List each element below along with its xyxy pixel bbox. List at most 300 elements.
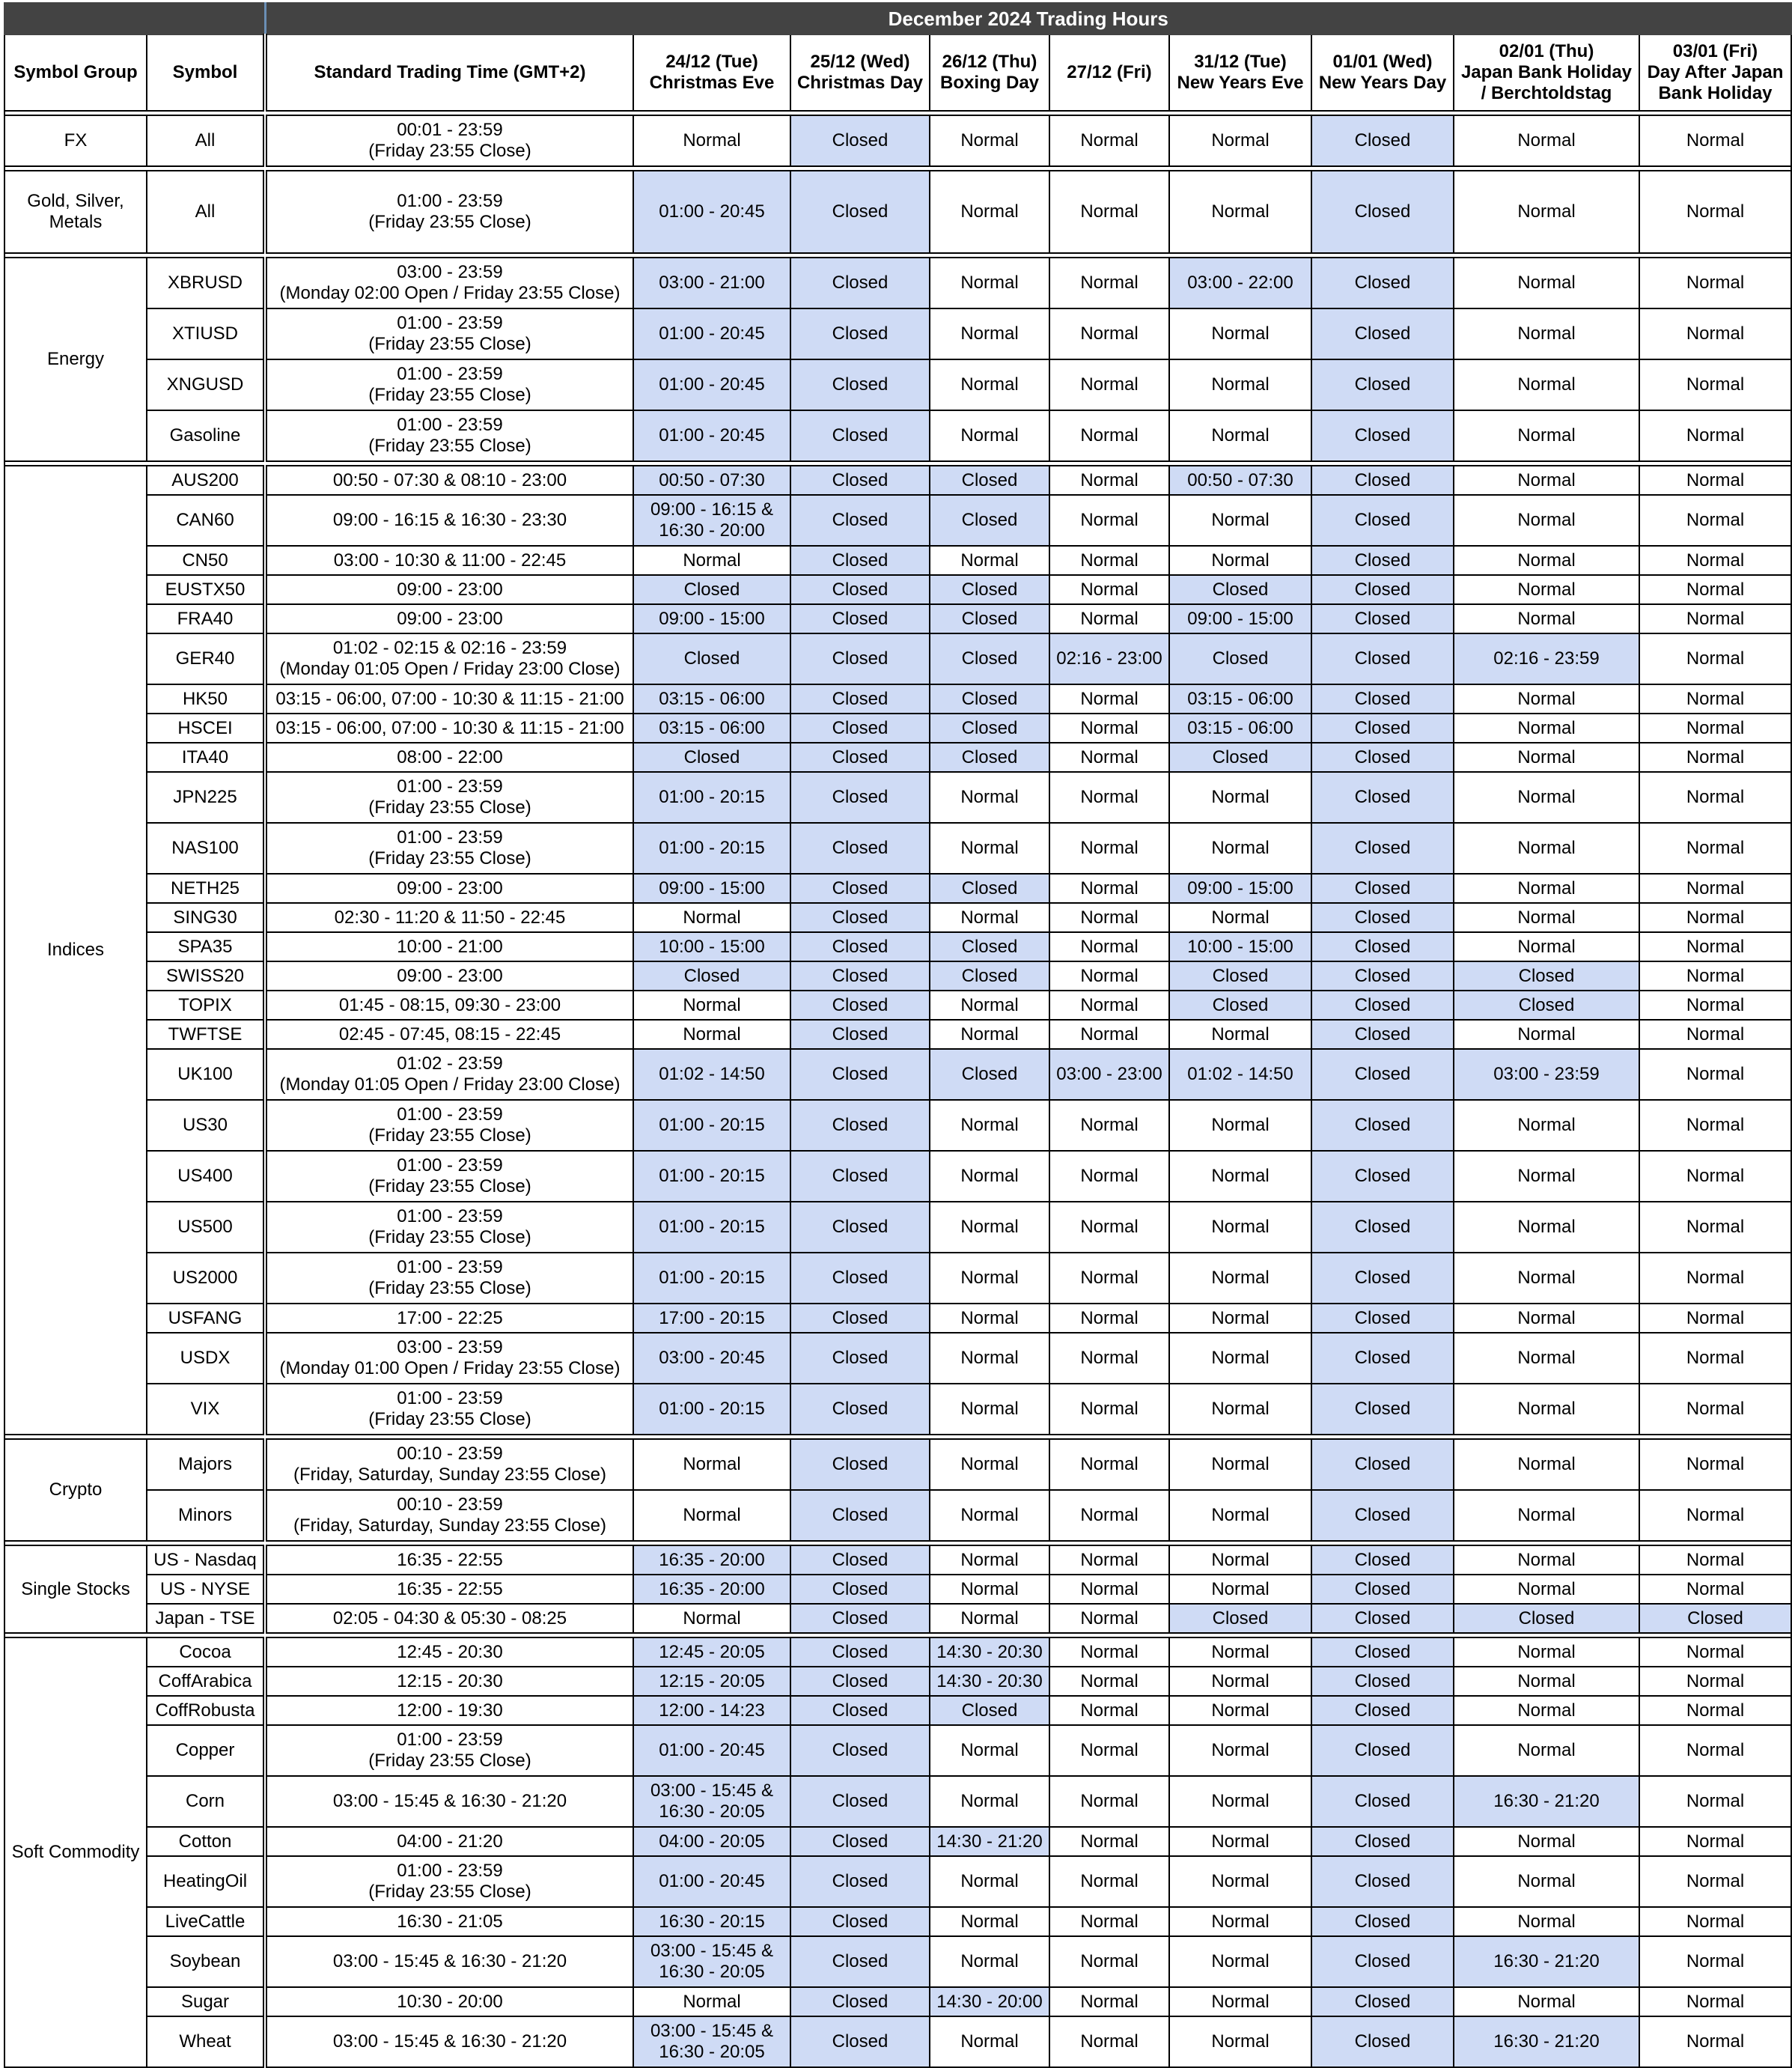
symbol-cell[interactable]: UK100 <box>147 1049 265 1100</box>
day-status-cell[interactable]: 01:00 - 20:15 <box>633 1151 790 1202</box>
day-status-cell[interactable]: Closed <box>790 1987 930 2016</box>
day-status-cell[interactable]: Normal <box>1169 1020 1311 1049</box>
day-status-cell[interactable]: Normal <box>1639 171 1791 253</box>
day-status-cell[interactable]: Normal <box>1049 466 1169 495</box>
day-status-cell[interactable]: Normal <box>930 1333 1049 1384</box>
day-status-cell[interactable]: Normal <box>1049 1637 1169 1667</box>
day-status-cell[interactable]: Normal <box>633 546 790 575</box>
day-status-cell[interactable]: 01:00 - 20:15 <box>633 772 790 823</box>
standard-time-cell[interactable]: 00:50 - 07:30 & 08:10 - 23:00 <box>265 466 633 495</box>
day-status-cell[interactable]: Closed <box>1311 932 1454 961</box>
symbol-group-cell[interactable]: Single Stocks <box>4 1545 147 1633</box>
day-status-cell[interactable]: 01:00 - 20:15 <box>633 823 790 874</box>
day-status-cell[interactable]: Normal <box>1049 1776 1169 1827</box>
day-status-cell[interactable]: Closed <box>790 1907 930 1936</box>
header-day-4[interactable]: 27/12 (Fri) <box>1049 34 1169 111</box>
standard-time-cell[interactable]: 00:01 - 23:59 (Friday 23:55 Close) <box>265 115 633 166</box>
day-status-cell[interactable]: Closed <box>790 171 930 253</box>
day-status-cell[interactable]: Normal <box>930 1100 1049 1151</box>
standard-time-cell[interactable]: 01:00 - 23:59 (Friday 23:55 Close) <box>265 823 633 874</box>
day-status-cell[interactable]: Normal <box>1049 1020 1169 1049</box>
day-status-cell[interactable]: Normal <box>1169 1100 1311 1151</box>
day-status-cell[interactable]: Closed <box>1311 1049 1454 1100</box>
day-status-cell[interactable]: Closed <box>1311 171 1454 253</box>
day-status-cell[interactable]: Normal <box>1454 410 1639 461</box>
day-status-cell[interactable]: Normal <box>1454 115 1639 166</box>
day-status-cell[interactable]: Closed <box>790 1049 930 1100</box>
day-status-cell[interactable]: Closed <box>790 495 930 546</box>
day-status-cell[interactable]: Normal <box>633 991 790 1020</box>
day-status-cell[interactable]: Normal <box>930 1604 1049 1633</box>
day-status-cell[interactable]: 03:00 - 15:45 & 16:30 - 20:05 <box>633 1936 790 1987</box>
day-status-cell[interactable]: 01:02 - 14:50 <box>633 1049 790 1100</box>
day-status-cell[interactable]: Closed <box>1311 1020 1454 1049</box>
symbol-cell[interactable]: Gasoline <box>147 410 265 461</box>
day-status-cell[interactable]: Normal <box>1049 1987 1169 2016</box>
standard-time-cell[interactable]: 03:00 - 15:45 & 16:30 - 21:20 <box>265 1776 633 1827</box>
day-status-cell[interactable]: Normal <box>1169 1936 1311 1987</box>
day-status-cell[interactable]: Normal <box>1454 1545 1639 1575</box>
day-status-cell[interactable]: Normal <box>930 1202 1049 1253</box>
symbol-cell[interactable]: US30 <box>147 1100 265 1151</box>
day-status-cell[interactable]: Normal <box>1454 1696 1639 1725</box>
day-status-cell[interactable]: Normal <box>1639 410 1791 461</box>
day-status-cell[interactable]: Closed <box>790 874 930 903</box>
day-status-cell[interactable]: 16:30 - 20:15 <box>633 1907 790 1936</box>
day-status-cell[interactable]: Closed <box>790 991 930 1020</box>
day-status-cell[interactable]: Closed <box>790 546 930 575</box>
symbol-cell[interactable]: TWFTSE <box>147 1020 265 1049</box>
symbol-group-cell[interactable]: Energy <box>4 258 147 461</box>
symbol-cell[interactable]: VIX <box>147 1384 265 1435</box>
day-status-cell[interactable]: Closed <box>790 115 930 166</box>
day-status-cell[interactable]: 09:00 - 15:00 <box>633 874 790 903</box>
day-status-cell[interactable]: Closed <box>790 1637 930 1667</box>
day-status-cell[interactable]: Normal <box>1169 1253 1311 1304</box>
symbol-cell[interactable]: US500 <box>147 1202 265 1253</box>
day-status-cell[interactable]: 16:35 - 20:00 <box>633 1545 790 1575</box>
day-status-cell[interactable]: 16:30 - 21:20 <box>1454 1776 1639 1827</box>
day-status-cell[interactable]: Normal <box>1639 1936 1791 1987</box>
day-status-cell[interactable]: Normal <box>1639 961 1791 991</box>
day-status-cell[interactable]: Closed <box>1311 1856 1454 1907</box>
day-status-cell[interactable]: Closed <box>790 410 930 461</box>
day-status-cell[interactable]: 00:50 - 07:30 <box>1169 466 1311 495</box>
day-status-cell[interactable]: Closed <box>1311 1725 1454 1776</box>
day-status-cell[interactable]: Normal <box>1049 903 1169 932</box>
header-symbol-group[interactable]: Symbol Group <box>4 34 147 111</box>
symbol-cell[interactable]: HSCEI <box>147 714 265 743</box>
day-status-cell[interactable]: Normal <box>1169 1776 1311 1827</box>
day-status-cell[interactable]: 03:00 - 23:59 <box>1454 1049 1639 1100</box>
day-status-cell[interactable]: Closed <box>790 1020 930 1049</box>
day-status-cell[interactable]: Closed <box>1311 410 1454 461</box>
day-status-cell[interactable]: Normal <box>1454 1667 1639 1696</box>
day-status-cell[interactable]: Normal <box>1454 743 1639 772</box>
header-day-3[interactable]: 26/12 (Thu) Boxing Day <box>930 34 1049 111</box>
day-status-cell[interactable]: Normal <box>1639 874 1791 903</box>
day-status-cell[interactable]: Closed <box>790 1725 930 1776</box>
day-status-cell[interactable]: 03:00 - 20:45 <box>633 1333 790 1384</box>
day-status-cell[interactable]: Normal <box>1639 546 1791 575</box>
day-status-cell[interactable]: 14:30 - 20:00 <box>930 1987 1049 2016</box>
day-status-cell[interactable]: Normal <box>1454 903 1639 932</box>
day-status-cell[interactable]: Closed <box>790 1490 930 1541</box>
day-status-cell[interactable]: Normal <box>1169 1333 1311 1384</box>
day-status-cell[interactable]: Closed <box>633 961 790 991</box>
day-status-cell[interactable]: 02:16 - 23:59 <box>1454 633 1639 684</box>
day-status-cell[interactable]: Closed <box>790 743 930 772</box>
symbol-cell[interactable]: NETH25 <box>147 874 265 903</box>
day-status-cell[interactable]: Normal <box>1169 823 1311 874</box>
day-status-cell[interactable]: Normal <box>1049 1667 1169 1696</box>
day-status-cell[interactable]: Normal <box>1454 1333 1639 1384</box>
day-status-cell[interactable]: Normal <box>1454 1100 1639 1151</box>
day-status-cell[interactable]: Normal <box>930 1545 1049 1575</box>
day-status-cell[interactable]: Normal <box>1639 575 1791 604</box>
symbol-cell[interactable]: Wheat <box>147 2016 265 2067</box>
day-status-cell[interactable]: Closed <box>1311 546 1454 575</box>
day-status-cell[interactable]: 01:00 - 20:45 <box>633 171 790 253</box>
standard-time-cell[interactable]: 03:15 - 06:00, 07:00 - 10:30 & 11:15 - 21:00 <box>265 714 633 743</box>
standard-time-cell[interactable]: 01:00 - 23:59 (Friday 23:55 Close) <box>265 359 633 410</box>
day-status-cell[interactable]: Closed <box>1169 961 1311 991</box>
day-status-cell[interactable]: Closed <box>1311 2016 1454 2067</box>
day-status-cell[interactable]: Closed <box>930 932 1049 961</box>
day-status-cell[interactable]: 03:15 - 06:00 <box>1169 684 1311 714</box>
day-status-cell[interactable]: Normal <box>633 1020 790 1049</box>
standard-time-cell[interactable]: 09:00 - 23:00 <box>265 874 633 903</box>
day-status-cell[interactable]: Closed <box>1311 1384 1454 1435</box>
day-status-cell[interactable]: Normal <box>930 1384 1049 1435</box>
standard-time-cell[interactable]: 01:45 - 08:15, 09:30 - 23:00 <box>265 991 633 1020</box>
day-status-cell[interactable]: Closed <box>790 1253 930 1304</box>
day-status-cell[interactable]: Normal <box>1169 1856 1311 1907</box>
day-status-cell[interactable]: Normal <box>1049 932 1169 961</box>
standard-time-cell[interactable]: 02:05 - 04:30 & 05:30 - 08:25 <box>265 1604 633 1633</box>
day-status-cell[interactable]: Closed <box>1311 258 1454 308</box>
day-status-cell[interactable]: Normal <box>1169 1384 1311 1435</box>
day-status-cell[interactable]: Normal <box>930 1725 1049 1776</box>
day-status-cell[interactable]: Normal <box>930 1020 1049 1049</box>
symbol-cell[interactable]: All <box>147 171 265 253</box>
day-status-cell[interactable]: Closed <box>930 495 1049 546</box>
day-status-cell[interactable]: Closed <box>790 961 930 991</box>
day-status-cell[interactable]: 09:00 - 15:00 <box>1169 604 1311 633</box>
day-status-cell[interactable]: Normal <box>1639 1304 1791 1333</box>
day-status-cell[interactable]: Closed <box>930 466 1049 495</box>
day-status-cell[interactable]: Closed <box>1311 1936 1454 1987</box>
day-status-cell[interactable]: Normal <box>1454 308 1639 359</box>
day-status-cell[interactable]: Closed <box>790 932 930 961</box>
day-status-cell[interactable]: Closed <box>930 1696 1049 1725</box>
day-status-cell[interactable]: Normal <box>1049 1100 1169 1151</box>
symbol-cell[interactable]: CAN60 <box>147 495 265 546</box>
day-status-cell[interactable]: Normal <box>1639 1725 1791 1776</box>
standard-time-cell[interactable]: 12:00 - 19:30 <box>265 1696 633 1725</box>
day-status-cell[interactable]: Normal <box>1049 1202 1169 1253</box>
header-day-2[interactable]: 25/12 (Wed) Christmas Day <box>790 34 930 111</box>
symbol-cell[interactable]: Cotton <box>147 1827 265 1856</box>
header-day-1[interactable]: 24/12 (Tue) Christmas Eve <box>633 34 790 111</box>
day-status-cell[interactable]: Normal <box>1169 772 1311 823</box>
symbol-cell[interactable]: US2000 <box>147 1253 265 1304</box>
day-status-cell[interactable]: Closed <box>790 1304 930 1333</box>
day-status-cell[interactable]: Closed <box>930 575 1049 604</box>
day-status-cell[interactable]: Normal <box>1049 171 1169 253</box>
standard-time-cell[interactable]: 01:00 - 23:59 (Friday 23:55 Close) <box>265 1253 633 1304</box>
day-status-cell[interactable]: Normal <box>930 1439 1049 1490</box>
day-status-cell[interactable]: Normal <box>1639 2016 1791 2067</box>
day-status-cell[interactable]: Normal <box>1049 1439 1169 1490</box>
day-status-cell[interactable]: Normal <box>1049 575 1169 604</box>
day-status-cell[interactable]: Closed <box>790 823 930 874</box>
day-status-cell[interactable]: Closed <box>1311 1907 1454 1936</box>
symbol-cell[interactable]: US - NYSE <box>147 1575 265 1604</box>
standard-time-cell[interactable]: 09:00 - 23:00 <box>265 604 633 633</box>
day-status-cell[interactable]: 09:00 - 15:00 <box>633 604 790 633</box>
day-status-cell[interactable]: Normal <box>930 308 1049 359</box>
day-status-cell[interactable]: Closed <box>1311 743 1454 772</box>
day-status-cell[interactable]: Normal <box>1169 495 1311 546</box>
day-status-cell[interactable]: Closed <box>790 359 930 410</box>
day-status-cell[interactable]: Normal <box>930 903 1049 932</box>
day-status-cell[interactable]: Normal <box>1049 115 1169 166</box>
symbol-group-cell[interactable]: Crypto <box>4 1439 147 1541</box>
day-status-cell[interactable]: Normal <box>930 546 1049 575</box>
standard-time-cell[interactable]: 01:02 - 02:15 & 02:16 - 23:59 (Monday 01:05 Open / Friday 23:00 Close) <box>265 633 633 684</box>
day-status-cell[interactable]: Closed <box>1311 308 1454 359</box>
day-status-cell[interactable]: Normal <box>1169 1987 1311 2016</box>
day-status-cell[interactable]: Normal <box>1454 874 1639 903</box>
day-status-cell[interactable]: Normal <box>1169 903 1311 932</box>
day-status-cell[interactable]: Normal <box>1454 1202 1639 1253</box>
day-status-cell[interactable]: Normal <box>1639 1253 1791 1304</box>
day-status-cell[interactable]: Normal <box>930 991 1049 1020</box>
day-status-cell[interactable]: Normal <box>1454 359 1639 410</box>
header-day-7[interactable]: 02/01 (Thu) Japan Bank Holiday / Berchtoldstag <box>1454 34 1639 111</box>
symbol-cell[interactable]: SING30 <box>147 903 265 932</box>
day-status-cell[interactable]: Normal <box>1639 991 1791 1020</box>
day-status-cell[interactable]: 03:00 - 22:00 <box>1169 258 1311 308</box>
day-status-cell[interactable]: 17:00 - 20:15 <box>633 1304 790 1333</box>
day-status-cell[interactable]: Normal <box>1639 1202 1791 1253</box>
day-status-cell[interactable]: Normal <box>1049 684 1169 714</box>
symbol-cell[interactable]: SPA35 <box>147 932 265 961</box>
day-status-cell[interactable]: Normal <box>1169 1637 1311 1667</box>
day-status-cell[interactable]: 01:00 - 20:15 <box>633 1202 790 1253</box>
day-status-cell[interactable]: Normal <box>1049 743 1169 772</box>
day-status-cell[interactable]: Closed <box>1311 874 1454 903</box>
day-status-cell[interactable]: Closed <box>1311 604 1454 633</box>
day-status-cell[interactable]: 03:00 - 15:45 & 16:30 - 20:05 <box>633 1776 790 1827</box>
day-status-cell[interactable]: Normal <box>930 1304 1049 1333</box>
day-status-cell[interactable]: 03:15 - 06:00 <box>633 714 790 743</box>
day-status-cell[interactable]: Normal <box>1049 1936 1169 1987</box>
day-status-cell[interactable]: Closed <box>1311 1100 1454 1151</box>
day-status-cell[interactable]: 10:00 - 15:00 <box>633 932 790 961</box>
day-status-cell[interactable]: Closed <box>633 743 790 772</box>
day-status-cell[interactable]: Normal <box>1454 1020 1639 1049</box>
day-status-cell[interactable]: Normal <box>1049 1575 1169 1604</box>
day-status-cell[interactable]: Normal <box>1169 1907 1311 1936</box>
day-status-cell[interactable]: Normal <box>1049 308 1169 359</box>
day-status-cell[interactable]: Closed <box>790 1827 930 1856</box>
symbol-cell[interactable]: HK50 <box>147 684 265 714</box>
day-status-cell[interactable]: 01:00 - 20:15 <box>633 1384 790 1435</box>
day-status-cell[interactable]: Closed <box>1311 823 1454 874</box>
day-status-cell[interactable]: Normal <box>930 772 1049 823</box>
day-status-cell[interactable]: Closed <box>1169 633 1311 684</box>
symbol-cell[interactable]: US400 <box>147 1151 265 1202</box>
standard-time-cell[interactable]: 02:45 - 07:45, 08:15 - 22:45 <box>265 1020 633 1049</box>
day-status-cell[interactable]: Closed <box>1311 961 1454 991</box>
day-status-cell[interactable]: Closed <box>930 961 1049 991</box>
symbol-cell[interactable]: XNGUSD <box>147 359 265 410</box>
standard-time-cell[interactable]: 00:10 - 23:59 (Friday, Saturday, Sunday 23:55 Close) <box>265 1439 633 1490</box>
standard-time-cell[interactable]: 01:00 - 23:59 (Friday 23:55 Close) <box>265 1100 633 1151</box>
standard-time-cell[interactable]: 16:35 - 22:55 <box>265 1575 633 1604</box>
day-status-cell[interactable]: Normal <box>1639 1987 1791 2016</box>
day-status-cell[interactable]: Normal <box>1639 1151 1791 1202</box>
standard-time-cell[interactable]: 00:10 - 23:59 (Friday, Saturday, Sunday 23:55 Close) <box>265 1490 633 1541</box>
day-status-cell[interactable]: Normal <box>1049 1151 1169 1202</box>
day-status-cell[interactable]: Closed <box>790 633 930 684</box>
standard-time-cell[interactable]: 01:00 - 23:59 (Friday 23:55 Close) <box>265 1384 633 1435</box>
day-status-cell[interactable]: Normal <box>1454 1439 1639 1490</box>
day-status-cell[interactable]: Closed <box>1311 684 1454 714</box>
standard-time-cell[interactable]: 01:02 - 23:59 (Monday 01:05 Open / Friday 23:00 Close) <box>265 1049 633 1100</box>
standard-time-cell[interactable]: 01:00 - 23:59 (Friday 23:55 Close) <box>265 410 633 461</box>
standard-time-cell[interactable]: 12:45 - 20:30 <box>265 1637 633 1667</box>
standard-time-cell[interactable]: 01:00 - 23:59 (Friday 23:55 Close) <box>265 772 633 823</box>
day-status-cell[interactable]: Normal <box>930 1575 1049 1604</box>
day-status-cell[interactable]: Closed <box>790 1545 930 1575</box>
day-status-cell[interactable]: Normal <box>1169 1202 1311 1253</box>
day-status-cell[interactable]: Closed <box>1311 1439 1454 1490</box>
day-status-cell[interactable]: Normal <box>930 410 1049 461</box>
day-status-cell[interactable]: Closed <box>790 684 930 714</box>
day-status-cell[interactable]: Closed <box>1311 1490 1454 1541</box>
day-status-cell[interactable]: Normal <box>1169 1725 1311 1776</box>
day-status-cell[interactable]: Closed <box>930 604 1049 633</box>
day-status-cell[interactable]: Closed <box>1169 991 1311 1020</box>
day-status-cell[interactable]: Normal <box>1169 1575 1311 1604</box>
day-status-cell[interactable]: Normal <box>1639 359 1791 410</box>
symbol-cell[interactable]: USFANG <box>147 1304 265 1333</box>
day-status-cell[interactable]: Closed <box>930 874 1049 903</box>
day-status-cell[interactable]: Closed <box>790 1936 930 1987</box>
day-status-cell[interactable]: Closed <box>1311 1827 1454 1856</box>
day-status-cell[interactable]: 14:30 - 20:30 <box>930 1637 1049 1667</box>
day-status-cell[interactable]: Normal <box>1049 1384 1169 1435</box>
day-status-cell[interactable]: Normal <box>1169 2016 1311 2067</box>
day-status-cell[interactable]: Normal <box>1639 1490 1791 1541</box>
standard-time-cell[interactable]: 01:00 - 23:59 (Friday 23:55 Close) <box>265 308 633 359</box>
day-status-cell[interactable]: Closed <box>1311 991 1454 1020</box>
symbol-cell[interactable]: Cocoa <box>147 1637 265 1667</box>
day-status-cell[interactable]: Closed <box>1311 466 1454 495</box>
day-status-cell[interactable]: Closed <box>1311 1545 1454 1575</box>
day-status-cell[interactable]: Normal <box>930 1253 1049 1304</box>
day-status-cell[interactable]: Normal <box>1639 1333 1791 1384</box>
standard-time-cell[interactable]: 10:30 - 20:00 <box>265 1987 633 2016</box>
day-status-cell[interactable]: Closed <box>930 684 1049 714</box>
day-status-cell[interactable]: 09:00 - 15:00 <box>1169 874 1311 903</box>
standard-time-cell[interactable]: 01:00 - 23:59 (Friday 23:55 Close) <box>265 1151 633 1202</box>
title-corner-cell[interactable] <box>4 3 265 34</box>
day-status-cell[interactable]: 00:50 - 07:30 <box>633 466 790 495</box>
day-status-cell[interactable]: Normal <box>1454 1304 1639 1333</box>
day-status-cell[interactable]: Normal <box>1454 1490 1639 1541</box>
day-status-cell[interactable]: Normal <box>633 1490 790 1541</box>
symbol-cell[interactable]: Japan - TSE <box>147 1604 265 1633</box>
day-status-cell[interactable]: Normal <box>1049 1490 1169 1541</box>
symbol-cell[interactable]: XTIUSD <box>147 308 265 359</box>
day-status-cell[interactable]: Normal <box>1049 1856 1169 1907</box>
day-status-cell[interactable]: Closed <box>1311 1776 1454 1827</box>
standard-time-cell[interactable]: 03:15 - 06:00, 07:00 - 10:30 & 11:15 - 21:00 <box>265 684 633 714</box>
day-status-cell[interactable]: 02:16 - 23:00 <box>1049 633 1169 684</box>
day-status-cell[interactable]: Closed <box>1169 575 1311 604</box>
day-status-cell[interactable]: Closed <box>1169 743 1311 772</box>
day-status-cell[interactable]: Closed <box>1311 1637 1454 1667</box>
standard-time-cell[interactable]: 01:00 - 23:59 (Friday 23:55 Close) <box>265 1725 633 1776</box>
day-status-cell[interactable]: Normal <box>1454 823 1639 874</box>
day-status-cell[interactable]: Normal <box>1169 1151 1311 1202</box>
day-status-cell[interactable]: Closed <box>1311 1253 1454 1304</box>
day-status-cell[interactable]: Normal <box>1169 171 1311 253</box>
day-status-cell[interactable]: Normal <box>1639 604 1791 633</box>
day-status-cell[interactable]: Normal <box>1049 604 1169 633</box>
day-status-cell[interactable]: 01:00 - 20:15 <box>633 1253 790 1304</box>
day-status-cell[interactable]: Closed <box>790 1202 930 1253</box>
day-status-cell[interactable]: Normal <box>1639 714 1791 743</box>
day-status-cell[interactable]: Normal <box>1454 1253 1639 1304</box>
day-status-cell[interactable]: Normal <box>930 1936 1049 1987</box>
day-status-cell[interactable]: Normal <box>1049 823 1169 874</box>
day-status-cell[interactable]: Normal <box>1639 1637 1791 1667</box>
day-status-cell[interactable]: 03:15 - 06:00 <box>633 684 790 714</box>
day-status-cell[interactable]: Normal <box>1639 1575 1791 1604</box>
day-status-cell[interactable]: Closed <box>790 714 930 743</box>
symbol-cell[interactable]: SWISS20 <box>147 961 265 991</box>
day-status-cell[interactable]: Normal <box>1639 115 1791 166</box>
day-status-cell[interactable]: Normal <box>1639 258 1791 308</box>
day-status-cell[interactable]: Normal <box>633 1604 790 1633</box>
day-status-cell[interactable]: Normal <box>1169 410 1311 461</box>
day-status-cell[interactable]: Closed <box>930 633 1049 684</box>
day-status-cell[interactable]: Normal <box>1169 1304 1311 1333</box>
symbol-cell[interactable]: CoffArabica <box>147 1667 265 1696</box>
day-status-cell[interactable]: Normal <box>1049 991 1169 1020</box>
day-status-cell[interactable]: 16:30 - 21:20 <box>1454 2016 1639 2067</box>
day-status-cell[interactable]: Normal <box>1454 575 1639 604</box>
day-status-cell[interactable]: Normal <box>1169 1696 1311 1725</box>
day-status-cell[interactable]: 03:15 - 06:00 <box>1169 714 1311 743</box>
symbol-group-cell[interactable]: Soft Commodity <box>4 1637 147 2067</box>
day-status-cell[interactable]: Normal <box>1049 1333 1169 1384</box>
day-status-cell[interactable]: Normal <box>1049 961 1169 991</box>
day-status-cell[interactable]: Normal <box>1639 1545 1791 1575</box>
symbol-cell[interactable]: Copper <box>147 1725 265 1776</box>
day-status-cell[interactable]: Normal <box>930 1907 1049 1936</box>
day-status-cell[interactable]: Normal <box>930 359 1049 410</box>
symbol-group-cell[interactable]: FX <box>4 115 147 166</box>
day-status-cell[interactable]: Normal <box>1169 308 1311 359</box>
day-status-cell[interactable]: Normal <box>1639 772 1791 823</box>
day-status-cell[interactable]: 01:00 - 20:45 <box>633 308 790 359</box>
